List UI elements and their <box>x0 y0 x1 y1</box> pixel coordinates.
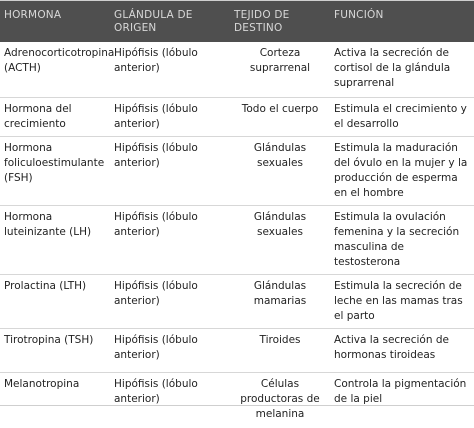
cell-hormona: Tirotropina (TSH) <box>0 328 110 372</box>
cell-funcion: Estimula la maduración del óvulo en la mujer y la producción de esperma en el hombre <box>330 136 474 205</box>
cell-glandula: Hipófisis (lóbulo anterior) <box>110 42 230 97</box>
cell-funcion: Activa la secreción de hormonas tiroideas <box>330 328 474 372</box>
cell-hormona: Prolactina (LTH) <box>0 274 110 328</box>
table-row <box>0 205 474 274</box>
cell-glandula: Hipófisis (lóbulo anterior) <box>110 328 230 372</box>
cell-hormona: Adrenocorticotropina (ACTH) <box>0 42 110 97</box>
cell-tejido: Glándulas sexuales <box>230 205 330 274</box>
header-row <box>0 1 474 42</box>
cell-tejido: Todo el cuerpo <box>230 97 330 136</box>
cell-glandula: Hipófisis (lóbulo anterior) <box>110 205 230 274</box>
header-tejido-destino: TEJIDO DE DESTINO <box>230 1 330 42</box>
cell-hormona: Hormona foliculoestimulante (FSH) <box>0 136 110 205</box>
header-funcion: FUNCIÓN <box>330 1 474 42</box>
hormone-table <box>0 1 474 428</box>
cell-hormona: Melanotropina <box>4 377 80 390</box>
cell-tejido: Corteza suprarrenal <box>230 42 330 97</box>
cell-funcion: Activa la secreción de cortisol de la glándula suprarrenal <box>330 42 474 97</box>
header-hormona: HORMONA <box>0 1 110 42</box>
table-row <box>0 42 474 97</box>
cell-glandula: Hipófisis (lóbulo anterior) <box>114 377 198 405</box>
cell-glandula: Hipófisis (lóbulo anterior) <box>110 136 230 205</box>
cell-funcion: Estimula la secreción de leche en las mamas tras el parto <box>330 274 474 328</box>
cell-tejido: Glándulas sexuales <box>230 136 330 205</box>
cell-hormona: Hormona luteinizante (LH) <box>0 205 110 274</box>
header-glandula-origen: GLÁNDULA DE ORIGEN <box>110 1 230 42</box>
table-row <box>0 274 474 328</box>
cell-hormona: Hormona del crecimiento <box>0 97 110 136</box>
table-row <box>0 97 474 136</box>
table-body <box>0 42 474 428</box>
table-row <box>0 136 474 205</box>
cell-glandula: Hipófisis (lóbulo anterior) <box>110 97 230 136</box>
cell-tejido: Tiroides <box>230 328 330 372</box>
cell-funcion: Estimula el crecimiento y el desarrollo <box>330 97 474 136</box>
cell-tejido: Células productoras de melanina <box>240 377 320 420</box>
table-row <box>0 372 474 428</box>
table-header <box>0 1 474 42</box>
table-row <box>0 328 474 372</box>
cell-tejido: Glándulas mamarias <box>230 274 330 328</box>
cell-funcion: Controla la pigmentación de la piel <box>334 377 467 405</box>
cell-funcion: Estimula la ovulación femenina y la secreción masculina de testosterona <box>330 205 474 274</box>
cell-glandula: Hipófisis (lóbulo anterior) <box>110 274 230 328</box>
